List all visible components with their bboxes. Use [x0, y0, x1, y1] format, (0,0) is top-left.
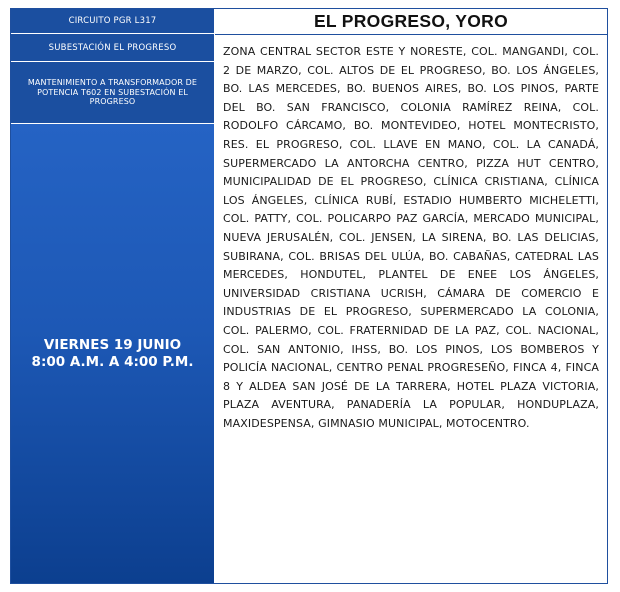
outage-info-column: [11, 9, 215, 583]
affected-areas-column: [215, 9, 607, 583]
town-title: EL PROGRESO, YORO: [215, 9, 607, 35]
schedule-time: 8:00 A.M. A 4:00 P.M.: [31, 353, 194, 370]
maintenance-description: MANTENIMIENTO A TRANSFORMADOR DE POTENCIA T602 EN SUBESTACIÓN EL PROGRESO: [11, 62, 214, 124]
substation-label: SUBESTACIÓN EL PROGRESO: [11, 34, 214, 62]
outage-notice-table: [10, 8, 608, 584]
outage-schedule: [11, 124, 214, 583]
circuit-label: CIRCUITO PGR L317: [11, 9, 214, 34]
affected-areas-text: ZONA CENTRAL SECTOR ESTE Y NORESTE, COL. MANGANDI, COL. 2 DE MARZO, COL. ALTOS DE EL PROGRESO, BO. LOS ÁNGELES, BO. LAS MERCEDES, BO. BUENOS AIRES, BO. LOS PINOS, PARTE DEL BO. SAN FRANCISCO, COLONIA RAMÍREZ REINA, COL. RODOLFO CÁRCAMO, BO. MONTEVIDEO, HOTEL MONTECRISTO, RES. EL PROGRESO, COL. LLAVE EN MANO, COL. LA CANADÁ, SUPERMERCADO LA ANTORCHA CENTRO, PIZZA HUT CENTRO, MUNICIPALIDAD DE EL PROGRESO, CLÍNICA CRISTIANA, CLÍNICA LOS ÁNGELES, CLÍNICA RUBÍ, ESTADIO HUMBERTO MICHELETTI, COL. PATTY, COL. POLICARPO PAZ GARCÍA, MERCADO MUNICIPAL, NUEVA JERUSALÉN, COL. JENSEN, LA SIRENA, BO. LAS DELICIAS, SUBIRANA, COL. BRISAS DEL ULÚA, BO. CABAÑAS, CATEDRAL LAS MERCEDES, HONDUTEL, PLANTEL DE ENEE LOS ÁNGELES, UNIVERSIDAD CRISTIANA UCRISH, CÁMARA DE COMERCIO E INDUSTRIAS DE EL PROGRESO, SUPERMERCADO LA COLONIA, COL. PALERMO, COL. FRATERNIDAD DE LA PAZ, COL. NACIONAL, COL. SAN ANTONIO, IHSS, BO. LOS PINOS, LOS BOMBEROS Y POLICÍA NACIONAL, CENTRO PENAL PROGRESEÑO, FINCA 4, FINCA 8 Y ALDEA SAN JOSÉ DE LA TARRERA, HOTEL PLAZA VICTORIA, PLAZA AVENTURA, PANADERÍA LA POPULAR, HONDUPLAZA, MAXIDESPENSA, GIMNASIO MUNICIPAL, MOTOCENTRO.: [223, 45, 599, 430]
schedule-date: VIERNES 19 JUNIO: [43, 336, 182, 353]
